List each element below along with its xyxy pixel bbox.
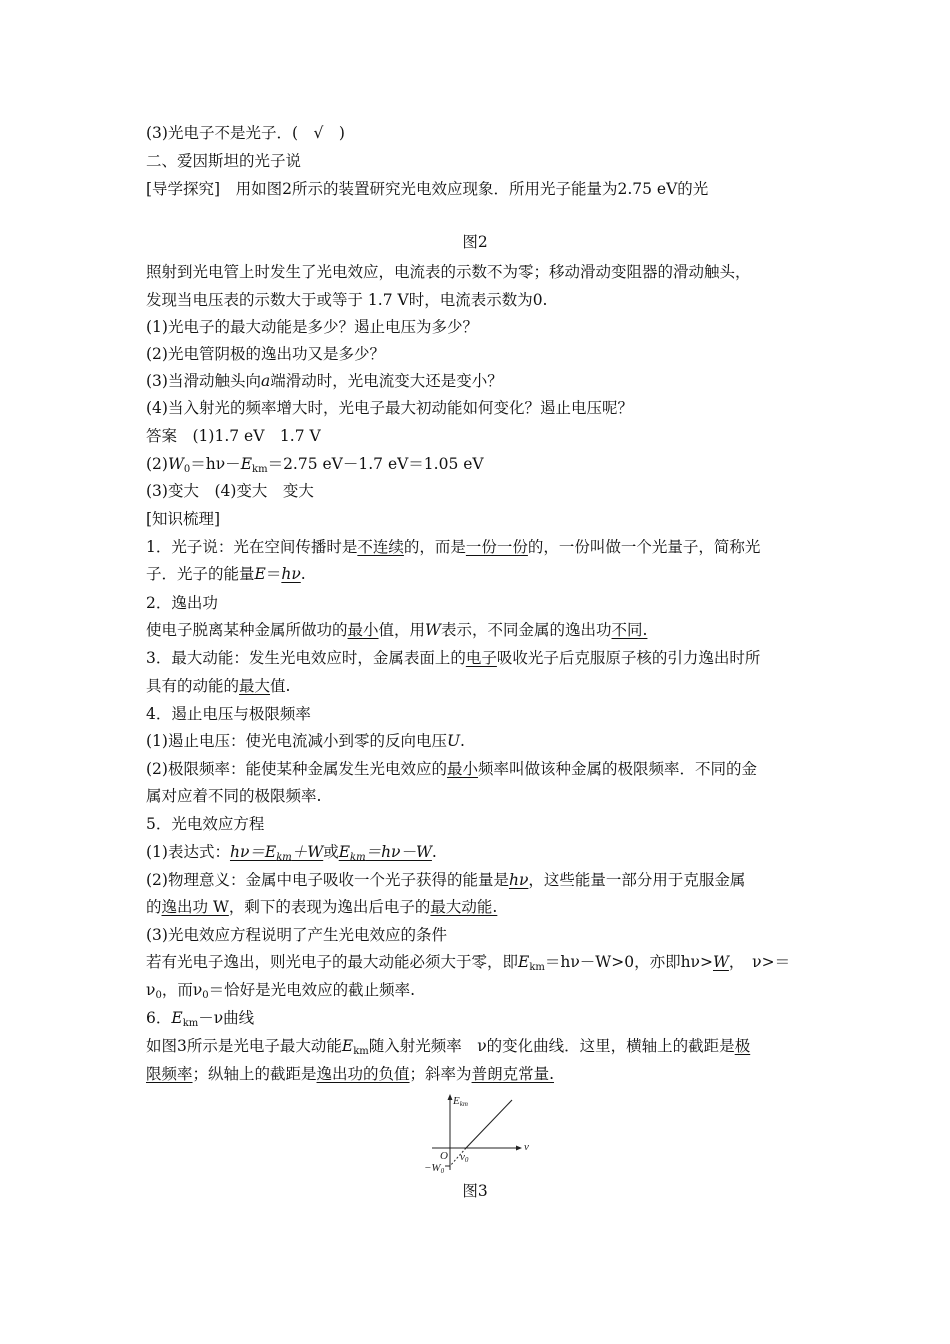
point-6-cont <box>146 1064 554 1084</box>
text: 吸收光子后克服原子核的引力逸出时所 <box>496 649 761 667</box>
variable: W <box>167 455 184 473</box>
question-2: (2)光电管阴极的逸出功又是多少？ <box>146 345 385 363</box>
underlined-term: 逸出功的负值 <box>316 1065 410 1083</box>
variable: E <box>341 1037 354 1055</box>
x-axis-arrow <box>516 1146 522 1151</box>
text: 3．最大动能：发生光电效应时，金属表面上的 <box>146 649 466 667</box>
underlined-term: W <box>712 953 729 971</box>
variable: E <box>518 953 530 971</box>
text: 的 <box>146 898 162 916</box>
text: ＝ <box>265 565 282 583</box>
answer-line: (3)光电子不是光子．( √ ) <box>146 124 345 142</box>
underlined-term: 最大 <box>239 677 271 695</box>
subscript: 0 <box>155 990 162 1001</box>
point-2: 2．逸出功 <box>146 594 218 612</box>
subscript: km <box>276 852 292 863</box>
point-5-2 <box>146 870 745 890</box>
variable: E <box>171 1009 183 1027</box>
subscript: km <box>529 962 545 973</box>
text: hν> <box>680 953 713 971</box>
text: ＋W <box>291 843 324 861</box>
point-3 <box>146 648 760 668</box>
knowledge-heading: [知识梳理] <box>146 510 221 528</box>
variable: E <box>254 565 266 583</box>
text: 具有的动能的 <box>146 677 240 695</box>
text: ν <box>146 981 156 999</box>
intercept-label: ν0 <box>460 1151 469 1164</box>
x-axis-label: ν <box>524 1141 529 1153</box>
text: (2) <box>146 455 168 473</box>
text: 1．光子说：光在空间传播时是 <box>146 538 358 556</box>
text: －ν曲线 <box>198 1009 255 1027</box>
y-axis-arrow <box>448 1094 453 1100</box>
underlined-term <box>230 843 323 861</box>
text: 表示，不同金属的逸出功 <box>440 621 612 639</box>
text: 值. <box>270 677 291 695</box>
subscript: km <box>350 852 366 863</box>
text: 频率叫做该种金属的极限频率．不同的金 <box>477 760 757 778</box>
underlined-term: 电子 <box>465 649 497 667</box>
underlined-term: 不同. <box>611 621 648 639</box>
text: (1)遏止电压：使光电流减小到零的反向电压 <box>146 732 447 750</box>
text: . <box>431 843 437 861</box>
text: 若有光电子逸出，则光电子的最大动能必须大于零，即 <box>146 953 519 971</box>
underlined-term: hν <box>508 871 529 889</box>
point-5-1 <box>146 842 437 868</box>
figure-3-caption: 图3 <box>462 1182 488 1200</box>
text: ；斜率为 <box>409 1065 472 1083</box>
point-5: 5．光电效应方程 <box>146 815 265 833</box>
y-axis-label: Ekm <box>453 1095 468 1108</box>
origin-label: O <box>440 1150 448 1162</box>
text: (3)当滑动触头向 <box>146 372 261 390</box>
point-5-3: (3)光电效应方程说明了产生光电效应的条件 <box>146 926 447 944</box>
text: 的，而是 <box>403 538 466 556</box>
underlined-term: 逸出功 W <box>161 898 229 916</box>
underlined-term: 不连续 <box>357 538 404 556</box>
ekm-line <box>466 1100 512 1148</box>
subscript: km <box>252 464 268 475</box>
figure-2-caption: 图2 <box>462 233 488 251</box>
text: 随入射光频率 ν的变化曲线．这里，横轴上的截距是 <box>368 1037 735 1055</box>
point-3-cont <box>146 676 290 696</box>
point-1-cont <box>146 564 306 584</box>
text: . <box>460 732 465 750</box>
text: hν＝E <box>229 843 277 861</box>
underlined-term <box>339 843 432 861</box>
text: ，剩下的表现为逸出后电子的 <box>228 898 431 916</box>
text: 的，一份叫做一个光量子，简称光 <box>527 538 761 556</box>
text: 如图3所示是光电子最大动能 <box>146 1037 342 1055</box>
text: ＝恰好是光电效应的截止频率. <box>208 981 416 999</box>
subscript: km <box>182 1018 199 1029</box>
underlined-term: 极 <box>734 1037 751 1055</box>
point-5-3-text <box>146 952 790 978</box>
point-6-text <box>146 1036 750 1062</box>
text: ν <box>192 981 203 999</box>
answer-2 <box>146 454 484 480</box>
answer-1: 答案 (1)1.7 eV 1.7 V <box>146 427 321 445</box>
text: 或 <box>323 843 339 861</box>
underlined-term: 一份一份 <box>465 538 528 556</box>
text: ，这些能量一部分用于克服金属 <box>528 871 746 889</box>
text: 子．光子的能量 <box>146 565 255 583</box>
text: 端滑动时，光电流变大还是变小？ <box>270 372 503 390</box>
text: (1)表达式： <box>146 843 230 861</box>
text: ＝hν－W>0，亦即 <box>544 953 681 971</box>
point-5-3-cont <box>146 980 415 1006</box>
text: ＝hν－ <box>190 455 241 473</box>
point-4: 4．遏止电压与极限频率 <box>146 705 311 723</box>
text: 6． <box>146 1009 172 1027</box>
point-4-2-cont: 属对应着不同的极限频率. <box>146 787 322 805</box>
variable: a <box>260 372 271 390</box>
underlined-term: 普朗克常量. <box>471 1065 554 1083</box>
figure-3-graph <box>418 1092 538 1176</box>
text: ＝2.75 eV－1.7 eV＝1.05 eV <box>267 455 484 473</box>
underlined-term: 限频率 <box>146 1065 193 1083</box>
paragraph-line: 照射到光电管上时发生了光电效应，电流表的示数不为零；移动滑动变阻器的滑动触头， <box>146 263 751 281</box>
question-3 <box>146 371 503 391</box>
subscript: 0 <box>183 464 191 475</box>
subscript: 0 <box>202 990 209 1001</box>
text: E <box>338 843 351 861</box>
text: ＝hν－W <box>365 843 432 861</box>
guided-inquiry-line: [导学探究] 用如图2所示的装置研究光电效应现象．所用光子能量为2.75 eV的光 <box>146 180 709 198</box>
point-5-2-cont <box>146 897 497 917</box>
text: ， ν>＝ <box>728 953 791 971</box>
subscript: km <box>353 1046 369 1057</box>
point-1 <box>146 537 760 557</box>
paragraph-line: 发现当电压表的示数大于或等于 1.7 V时，电流表示数为0. <box>146 291 548 309</box>
underlined-term: 最小 <box>347 621 379 639</box>
point-4-2 <box>146 759 757 779</box>
text: ；纵轴上的截距是 <box>192 1065 317 1083</box>
underlined-term: 最小 <box>446 760 478 778</box>
underlined-term: 最大动能. <box>430 898 498 916</box>
text: (2)物理意义：金属中电子吸收一个光子获得的能量是 <box>146 871 509 889</box>
point-6 <box>146 1008 254 1034</box>
variable: U <box>446 732 461 750</box>
variable: W <box>425 621 441 639</box>
underlined-term: hν <box>281 565 301 583</box>
answer-3-4: (3)变大 (4)变大 变大 <box>146 482 314 500</box>
question-4: (4)当入射光的频率增大时，光电子最大初动能如何变化？遏止电压呢？ <box>146 399 633 417</box>
text: 使电子脱离某种金属所做功的 <box>146 621 348 639</box>
question-1: (1)光电子的最大动能是多少？遏止电压为多少？ <box>146 318 478 336</box>
neg-intercept-label: −W0 <box>424 1162 445 1175</box>
point-4-1 <box>146 731 465 751</box>
text: . <box>300 565 306 583</box>
section-heading: 二、爱因斯坦的光子说 <box>146 152 302 170</box>
variable: E <box>240 455 253 473</box>
text: 值，用 <box>378 621 426 639</box>
point-2-text <box>146 620 647 640</box>
text: ，而 <box>161 981 193 999</box>
text: (2)极限频率：能使某种金属发生光电效应的 <box>146 760 447 778</box>
